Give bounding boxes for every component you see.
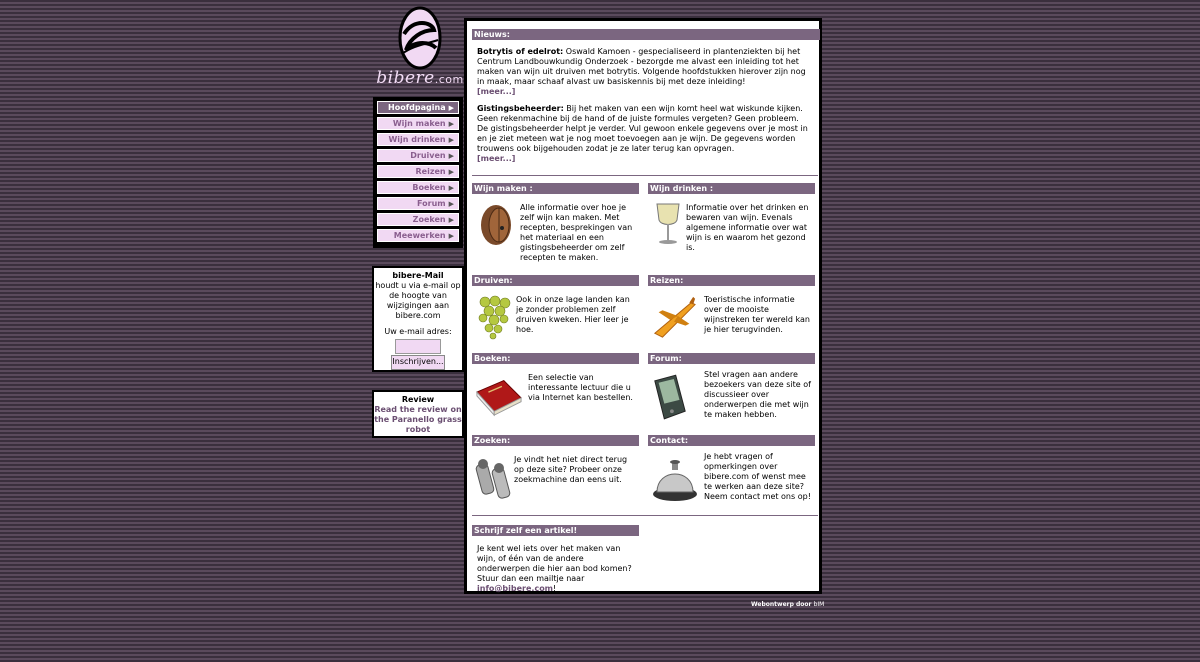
nav-item-zoeken[interactable]: [377, 213, 459, 226]
news-more-link[interactable]: [meer...]: [477, 154, 516, 163]
arrow-right-icon: ▶: [448, 184, 454, 192]
section-header[interactable]: Boeken:: [472, 353, 639, 364]
mail-signup-box: [372, 266, 464, 372]
arrow-right-icon: ▶: [448, 232, 454, 240]
nav-item-hoofdpagina[interactable]: [377, 101, 459, 114]
divider: [472, 515, 818, 516]
section-header: Schrijf zelf een artikel!: [472, 525, 639, 536]
article-text: [477, 544, 637, 594]
footer-author[interactable]: bIM: [813, 601, 825, 608]
review-title: Review: [401, 395, 435, 404]
email-label: Uw e-mail adres:: [384, 327, 452, 336]
section-article: [472, 525, 639, 594]
section-contact: [648, 435, 815, 501]
arrow-right-icon: ▶: [448, 168, 454, 176]
logo-emblem-icon: [376, 4, 464, 74]
nav-item-label: Druiven: [410, 151, 446, 160]
site-logo[interactable]: [376, 4, 464, 94]
news-item-text: Oswald Kamoen - gespecialiseerd in plantenziekten bij het Centrum Landbouwkundig Onderzoek - bezorgde me alvast een inleiding tot het maken van wijn uit druiven met botrytis. Volgende hoofdstukken hierover zijn nog in maak, maar schaaf alvast uw basiskennis bij met deze inleiding!: [477, 47, 806, 86]
airplane-icon[interactable]: [651, 294, 697, 340]
section-druiven: [472, 275, 639, 334]
section-text: Toeristische informatie over de mooiste wijnstreken ter wereld kan je hier terugvinden.: [704, 295, 810, 334]
news-item: [477, 104, 811, 164]
section-header[interactable]: Wijn drinken :: [648, 183, 815, 194]
section-wijn-maken: [472, 183, 639, 262]
news-item-title: Gistingsbeheerder:: [477, 104, 564, 113]
subscribe-button[interactable]: Inschrijven...: [391, 355, 445, 370]
nav-item-boeken[interactable]: [377, 181, 459, 194]
nav-item-label: Hoofdpagina: [388, 103, 446, 112]
section-text: Informatie over het drinken en bewaren van wijn. Evenals algemene informatie over wat wijn is en waarom het gezond is.: [686, 203, 809, 252]
section-wijn-drinken: [648, 183, 815, 252]
news-item: [477, 47, 811, 97]
news-list: [477, 47, 811, 171]
section-header[interactable]: Zoeken:: [472, 435, 639, 446]
section-boeken: [472, 353, 639, 402]
arrow-right-icon: ▶: [448, 200, 454, 208]
nav-item-druiven[interactable]: [377, 149, 459, 162]
nav-item-label: Wijn drinken: [388, 135, 446, 144]
bell-icon[interactable]: [651, 454, 699, 504]
divider: [472, 175, 818, 176]
binoculars-icon[interactable]: [475, 454, 513, 504]
arrow-right-icon: ▶: [448, 136, 454, 144]
grapes-icon[interactable]: [475, 294, 513, 340]
article-suffix: !: [553, 584, 557, 593]
wine-glass-icon[interactable]: [651, 202, 689, 248]
nav-item-meewerken[interactable]: [377, 229, 459, 242]
news-item-title: Botrytis of edelrot:: [477, 47, 564, 56]
article-email-link[interactable]: info@bibere.com: [477, 584, 554, 593]
arrow-right-icon: ▶: [448, 216, 454, 224]
nav-item-reizen[interactable]: [377, 165, 459, 178]
section-text: Je vindt het niet direct terug op deze site? Probeer onze zoekmachine dan eens uit.: [514, 455, 628, 484]
section-header[interactable]: Contact:: [648, 435, 815, 446]
section-zoeken: [472, 435, 639, 484]
nav-item-label: Wijn maken: [392, 119, 446, 128]
section-reizen: [648, 275, 815, 334]
footer-credit: [751, 601, 824, 608]
section-text: Een selectie van interessante lectuur die u via Internet kan bestellen.: [528, 373, 633, 402]
nav-item-forum[interactable]: [377, 197, 459, 210]
footer-text: Webontwerp door: [751, 601, 814, 608]
main-nav: [373, 97, 463, 248]
barrel-icon[interactable]: [475, 202, 513, 248]
section-header[interactable]: Druiven:: [472, 275, 639, 286]
section-text: Ook in onze lage landen kan je zonder problemen zelf druiven kweken. Hier leer je hoe.: [516, 295, 630, 334]
nav-item-wijn-maken[interactable]: [377, 117, 459, 130]
review-box: [372, 390, 464, 438]
nav-item-label: Forum: [416, 199, 446, 208]
section-header[interactable]: Reizen:: [648, 275, 815, 286]
section-text: Je hebt vragen of opmerkingen over bibere.com of wenst mee te werken aan deze site? Neem contact met ons op!: [704, 452, 811, 501]
nav-item-label: Meewerken: [393, 231, 446, 240]
book-icon[interactable]: [475, 372, 523, 418]
email-input[interactable]: [395, 339, 441, 354]
section-text: Alle informatie over hoe je zelf wijn kan maken. Met recepten, besprekingen van het materiaal en een gistingsbeheerder om zelf recepten te maken.: [520, 203, 633, 262]
news-item-text: Bij het maken van een wijn komt heel wat wiskunde kijken. Geen rekenmachine bij de hand of de juiste formules vergeten? Geen probleem. De gistingsbeheerder helpt je verder. Vul gewoon enkele gegevens over je most in en je ziet meteen wat je nog moet toevoegen aan je wijn. De gegevens worden trouwens ook bijgehouden zodat je ze later terug kan opvragen.: [477, 104, 808, 153]
arrow-right-icon: ▶: [448, 104, 454, 112]
arrow-right-icon: ▶: [448, 120, 454, 128]
nav-item-label: Zoeken: [412, 215, 446, 224]
nav-item-label: Boeken: [412, 183, 446, 192]
news-header: Nieuws:: [472, 29, 820, 40]
section-text: Stel vragen aan andere bezoekers van deze site of discussieer over onderwerpen die met wijn te maken hebben.: [704, 370, 811, 419]
pda-icon[interactable]: [651, 372, 689, 422]
arrow-right-icon: ▶: [448, 152, 454, 160]
news-more-link[interactable]: [meer...]: [477, 87, 516, 96]
article-body: Je kent wel iets over het maken van wijn, of één van de andere onderwerpen die hier aan bod komen? Stuur dan een mailtje naar: [477, 544, 632, 583]
mail-text: houdt u via e-mail op de hoogte van wijzigingen aan bibere.com: [375, 281, 461, 320]
nav-item-wijn-drinken[interactable]: [377, 133, 459, 146]
main-content: [464, 18, 822, 594]
section-forum: [648, 353, 815, 419]
logo-text: bibere.com: [376, 68, 464, 88]
review-link[interactable]: Read the review on the Paranello grass robot: [374, 405, 462, 434]
section-header[interactable]: Forum:: [648, 353, 815, 364]
mail-title: bibere-Mail: [392, 271, 444, 280]
nav-item-label: Reizen: [415, 167, 446, 176]
section-header[interactable]: Wijn maken :: [472, 183, 639, 194]
